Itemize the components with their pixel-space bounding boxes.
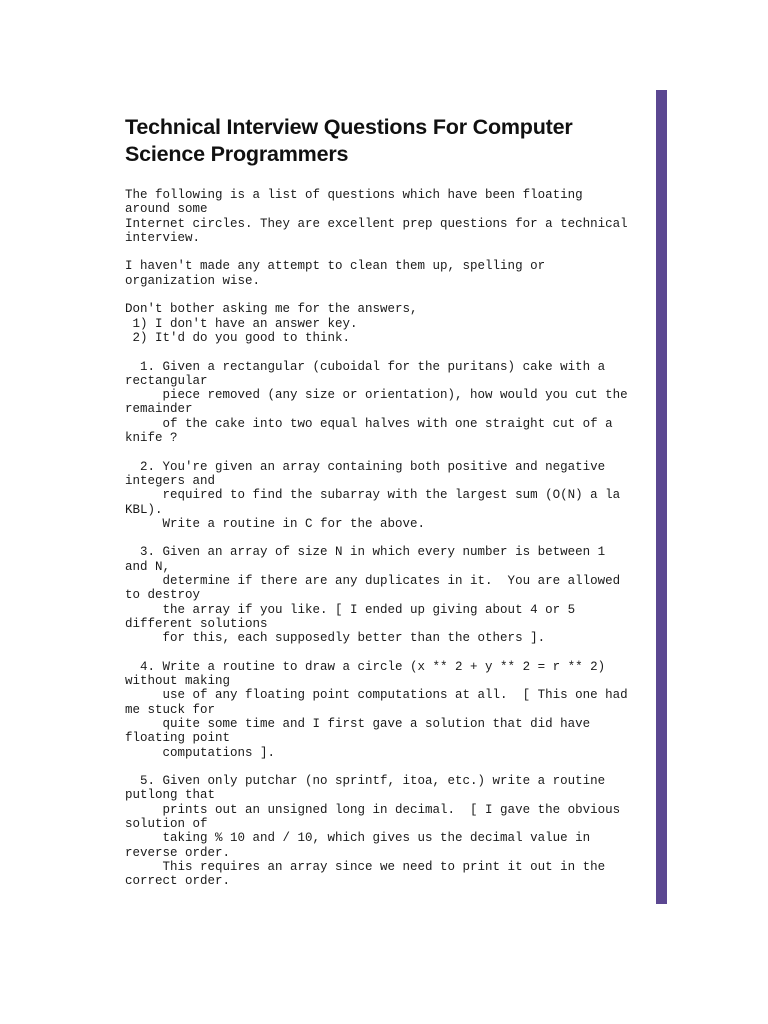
text-line: me stuck for <box>125 702 216 717</box>
question-1 <box>125 360 645 446</box>
text-line: 2. You're given an array containing both positive and negative <box>125 459 606 474</box>
text-line: 1. Given a rectangular (cuboidal for the puritans) cake with a <box>125 359 606 374</box>
text-line: 5. Given only putchar (no sprintf, itoa, etc.) write a routine <box>125 774 606 789</box>
text-line: prints out an unsigned long in decimal. [ I gave the obvious <box>125 802 621 817</box>
text-line: solution of <box>125 817 208 832</box>
text-line: putlong that <box>125 788 216 803</box>
intro-paragraph <box>125 188 645 245</box>
text-line: of the cake into two equal halves with one straight cut of a <box>125 416 613 431</box>
document-body <box>125 188 645 889</box>
text-line: organization wise. <box>125 273 261 288</box>
text-line: I haven't made any attempt to clean them up, spelling or <box>125 259 546 274</box>
text-line: required to find the subarray with the largest sum (O(N) a la <box>125 488 621 503</box>
text-line: correct order. <box>125 874 231 889</box>
text-line: Don't bother asking me for the answers, <box>125 302 418 317</box>
note-paragraph <box>125 259 645 288</box>
text-line: piece removed (any size or orientation), how would you cut the <box>125 388 628 403</box>
document-content <box>125 114 645 903</box>
text-line: and N, <box>125 559 171 574</box>
text-line: 1) I don't have an answer key. <box>125 316 358 331</box>
text-line: without making <box>125 674 231 689</box>
text-line: reverse order. <box>125 845 231 860</box>
question-5 <box>125 774 645 888</box>
text-line: knife ? <box>125 431 178 446</box>
text-line: for this, each supposedly better than the others ]. <box>125 631 546 646</box>
text-line: remainder <box>125 402 193 417</box>
page-title <box>125 114 645 168</box>
text-line: Internet circles. They are excellent prep questions for a technical <box>125 216 628 231</box>
text-line: around some <box>125 202 208 217</box>
text-line: use of any floating point computations at all. [ This one had <box>125 688 628 703</box>
title-line: Science Programmers <box>125 142 349 166</box>
text-line: determine if there are any duplicates in it. You are allowed <box>125 574 621 589</box>
text-line: 3. Given an array of size N in which every number is between 1 <box>125 545 606 560</box>
text-line: quite some time and I first gave a solution that did have <box>125 716 591 731</box>
text-line: 2) It'd do you good to think. <box>125 330 351 345</box>
text-line: integers and <box>125 473 216 488</box>
text-line: floating point <box>125 731 231 746</box>
text-line: to destroy <box>125 588 201 603</box>
text-line: rectangular <box>125 373 208 388</box>
question-4 <box>125 660 645 760</box>
text-line: the array if you like. [ I ended up giving about 4 or 5 <box>125 602 576 617</box>
text-line: computations ]. <box>125 745 276 760</box>
page-edge-bar <box>656 90 667 904</box>
text-line: 4. Write a routine to draw a circle (x ** 2 + y ** 2 = r ** 2) <box>125 659 606 674</box>
text-line: KBL). <box>125 502 163 517</box>
text-line: The following is a list of questions which have been floating <box>125 188 583 202</box>
disclaimer-paragraph <box>125 302 645 345</box>
text-line: different solutions <box>125 616 268 631</box>
text-line: taking % 10 and / 10, which gives us the decimal value in <box>125 831 591 846</box>
text-line: interview. <box>125 230 201 245</box>
title-line: Technical Interview Questions For Computer <box>125 115 573 139</box>
question-2 <box>125 460 645 531</box>
question-3 <box>125 545 645 645</box>
text-line: This requires an array since we need to print it out in the <box>125 859 606 874</box>
text-line: Write a routine in C for the above. <box>125 516 426 531</box>
